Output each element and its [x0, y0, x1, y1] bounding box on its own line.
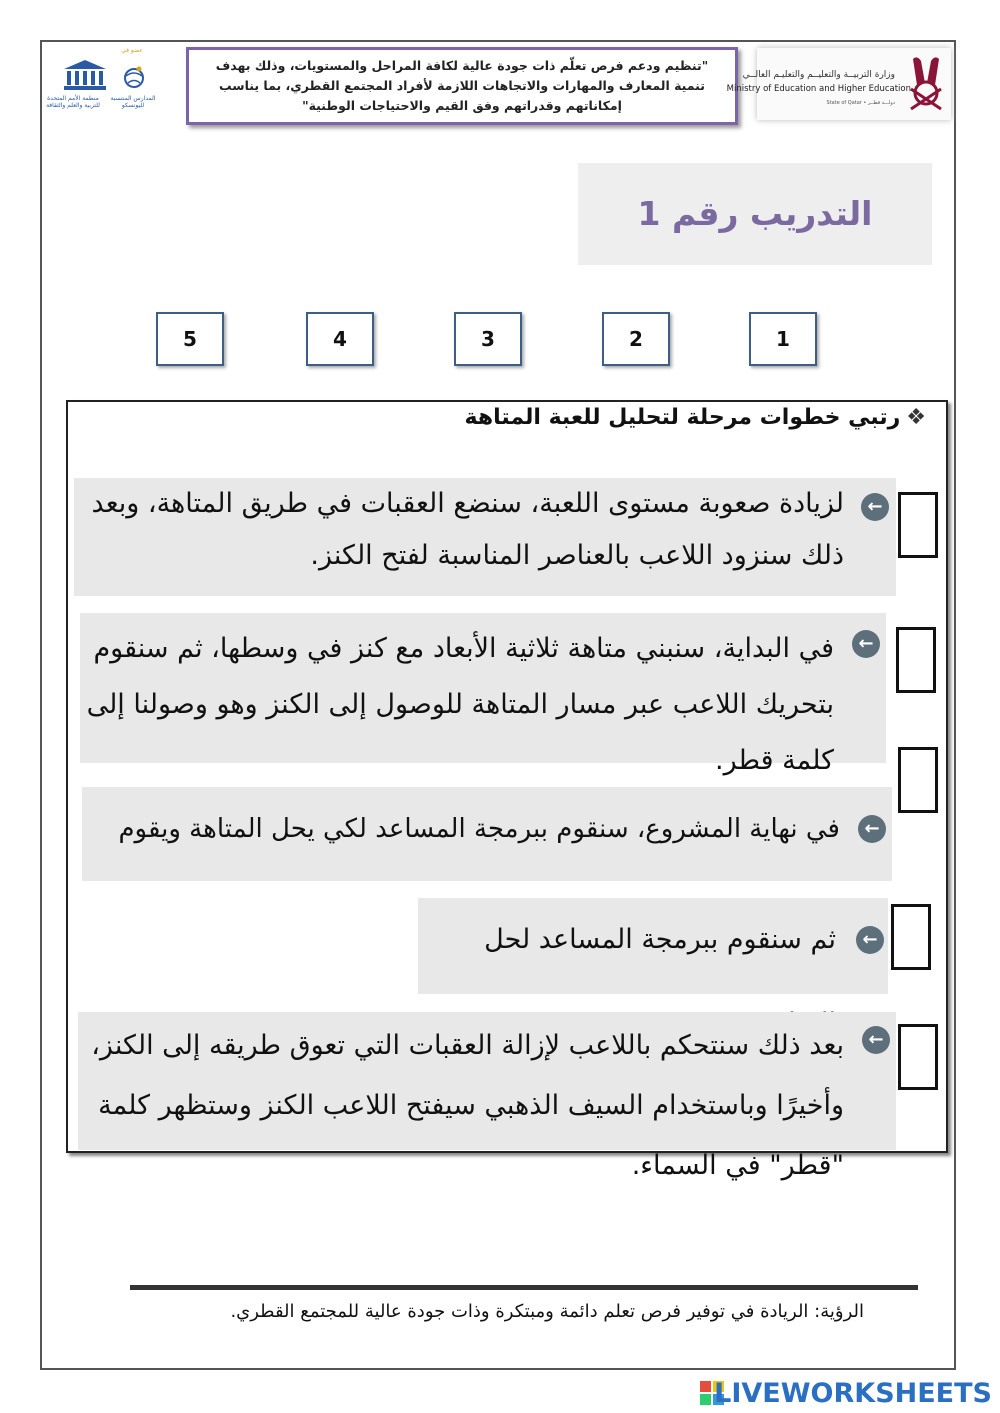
instruction-text: رتبي خطوات مرحلة لتحليل للعبة المتاهة: [464, 405, 901, 430]
step-card-5: [78, 1012, 896, 1181]
number-box-1[interactable]: 1: [749, 312, 817, 366]
aspnet-globe-icon: [122, 64, 146, 94]
state-of-qatar: State of Qatar • دولـــة قطــر: [826, 100, 895, 106]
footer-divider: [130, 1285, 918, 1290]
step-card-4: [418, 898, 888, 994]
diamond-bullet-icon: ❖: [906, 405, 926, 430]
answer-box-5[interactable]: [898, 1024, 938, 1090]
instruction: [465, 405, 926, 430]
number-box-3[interactable]: 3: [454, 312, 522, 366]
unesco-temple-icon: [62, 58, 108, 92]
vision-motto-box: "تنظيم ودعم فرص تعلّم ذات جودة عالية لكافة المراحل والمستويات، وذلك بهدف تنمية المعارف والمهارات والاتجاهات اللازمة لأفراد المجتمع القطري، بما يناسب إمكاناتهم وقدراتهم وفق القيم والاحتياجات الوطنية": [186, 47, 738, 125]
ministry-english-name: Ministry of Education and Higher Education: [726, 84, 911, 94]
arrow-left-icon: ←: [856, 926, 884, 954]
qatar-emblem-icon: [907, 53, 945, 115]
step-text-2: في البداية، سنبني متاهة ثلاثية الأبعاد مع كنز في وسطها، ثم سنقوم بتحريك اللاعب عبر مسار المتاهة للوصول إلى الكنز وهو وصولنا إلى كلمة قطر.: [86, 633, 834, 776]
step-text-5: بعد ذلك سنتحكم باللاعب لإزالة العقبات التي تعوق طريقه إلى الكنز، وأخيرًا وباستخدام السيف الذهبي سيفتح اللاعب الكنز وستظهر كلمة "قطر" في السماء.: [91, 1030, 844, 1181]
step-text-4: ثم سنقوم ببرمجة المساعد لحل: [484, 924, 836, 955]
answer-box-4[interactable]: [891, 904, 931, 970]
exercise-title: التدريب رقم 1: [578, 163, 932, 265]
unesco-caption: منظمة الأمم المتحدة للتربية والعلم والثقافة: [46, 95, 100, 109]
aspnet-caption: المدارس المنتسبة لليونسكو: [110, 95, 156, 109]
arrow-left-icon: ←: [862, 1026, 890, 1054]
answer-box-2[interactable]: [896, 627, 936, 693]
unesco-logo: [46, 47, 162, 122]
vision-statement: الرؤية: الريادة في توفير فرص تعلم دائمة ومبتكرة وذات جودة عالية للمجتمع القطري.: [230, 1301, 864, 1322]
member-label: عضو في: [121, 47, 143, 54]
arrow-left-icon: ←: [861, 493, 889, 521]
step-card-1: [74, 478, 896, 596]
step-card-3: [82, 787, 892, 881]
step-text-1: لزيادة صعوبة مستوى اللعبة، سنضع العقبات في طريق المتاهة، وبعد ذلك سنزود اللاعب بالعناصر المناسبة لفتح الكنز.: [91, 488, 844, 571]
number-box-4[interactable]: 4: [306, 312, 374, 366]
ministry-logo: [726, 48, 951, 120]
step-card-2: [80, 613, 886, 776]
liveworksheets-watermark: LIVEWORKSHEETS: [714, 1378, 992, 1409]
step-text-3: في نهاية المشروع، سنقوم ببرمجة المساعد لكي يحل المتاهة ويقوم: [118, 814, 840, 844]
number-box-5[interactable]: 5: [156, 312, 224, 366]
arrow-left-icon: ←: [852, 630, 880, 658]
answer-box-1[interactable]: [898, 492, 938, 558]
answer-box-3[interactable]: [898, 747, 938, 813]
ministry-arabic-name: وزارة التربيــة والتعليــم والتعليـم العالــي: [742, 70, 895, 80]
arrow-left-icon: ←: [858, 815, 886, 843]
number-box-2[interactable]: 2: [602, 312, 670, 366]
